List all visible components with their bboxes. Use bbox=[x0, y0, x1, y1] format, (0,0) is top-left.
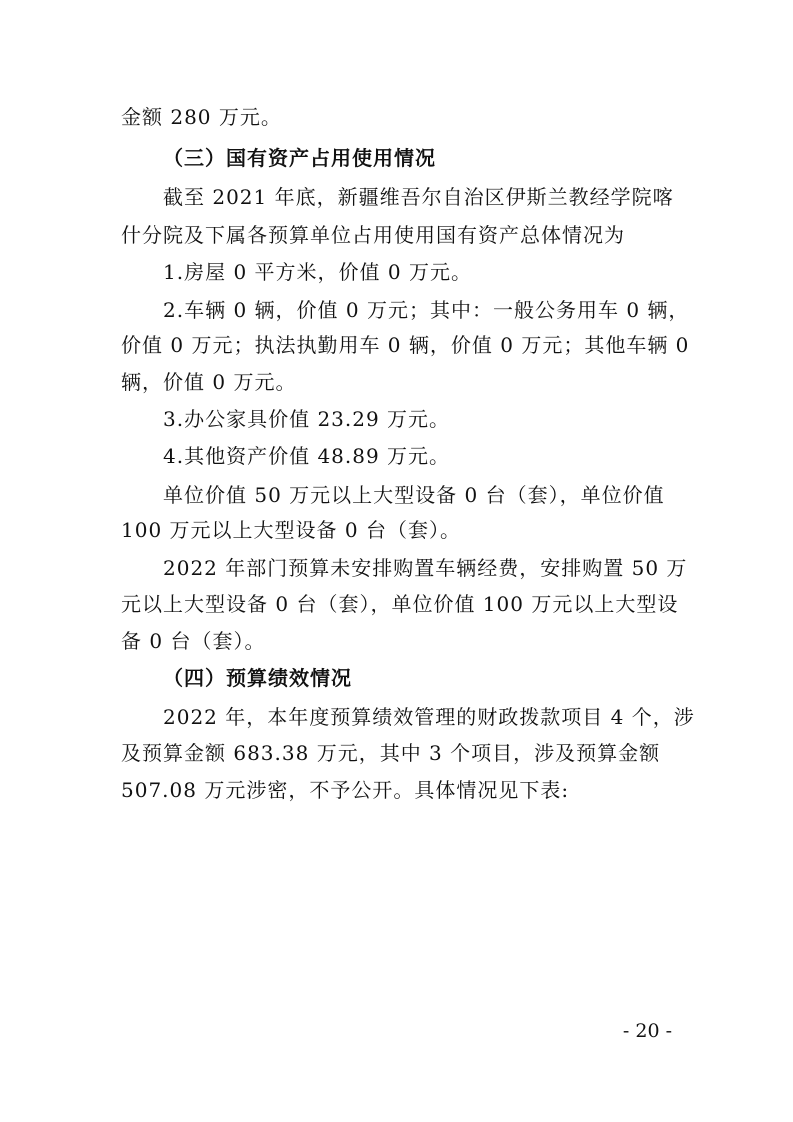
paragraph-line: 507.08 万元涉密，不予公开。具体情况见下表: bbox=[121, 778, 570, 802]
list-item-houses: 1.房屋 0 平方米，价值 0 万元。 bbox=[163, 260, 472, 284]
paragraph-line: 价值 0 万元；执法执勤用车 0 辆，价值 0 万元；其他车辆 0 bbox=[121, 333, 690, 357]
paragraph-line: 2022 年，本年度预算绩效管理的财政拨款项目 4 个，涉 bbox=[163, 705, 695, 729]
paragraph-line: 2022 年部门预算未安排购置车辆经费，安排购置 50 万 bbox=[163, 556, 688, 580]
page-number: - 20 - bbox=[622, 1020, 672, 1042]
paragraph-line: 100 万元以上大型设备 0 台（套）。 bbox=[121, 518, 461, 542]
paragraph-line: 备 0 台（套）。 bbox=[121, 629, 266, 653]
paragraph-line: 金额 280 万元。 bbox=[121, 105, 282, 129]
paragraph-line: 辆，价值 0 万元。 bbox=[121, 370, 297, 394]
paragraph-line: 截至 2021 年底，新疆维吾尔自治区伊斯兰教经学院喀 bbox=[163, 185, 674, 209]
list-item-furniture: 3.办公家具价值 23.29 万元。 bbox=[163, 407, 451, 431]
section-heading-assets: （三）国有资产占用使用情况 bbox=[163, 146, 436, 170]
list-item-other-assets: 4.其他资产价值 48.89 万元。 bbox=[163, 444, 451, 468]
list-item-vehicles: 2.车辆 0 辆，价值 0 万元；其中：一般公务用车 0 辆， bbox=[163, 298, 690, 322]
paragraph-line: 及预算金额 683.38 万元，其中 3 个项目，涉及预算金额 bbox=[121, 741, 661, 765]
paragraph-line: 单位价值 50 万元以上大型设备 0 台（套），单位价值 bbox=[163, 483, 665, 507]
paragraph-line: 元以上大型设备 0 台（套），单位价值 100 万元以上大型设 bbox=[121, 592, 679, 616]
section-heading-performance: （四）预算绩效情况 bbox=[163, 666, 352, 690]
paragraph-line: 什分院及下属各预算单位占用使用国有资产总体情况为 bbox=[121, 223, 625, 247]
